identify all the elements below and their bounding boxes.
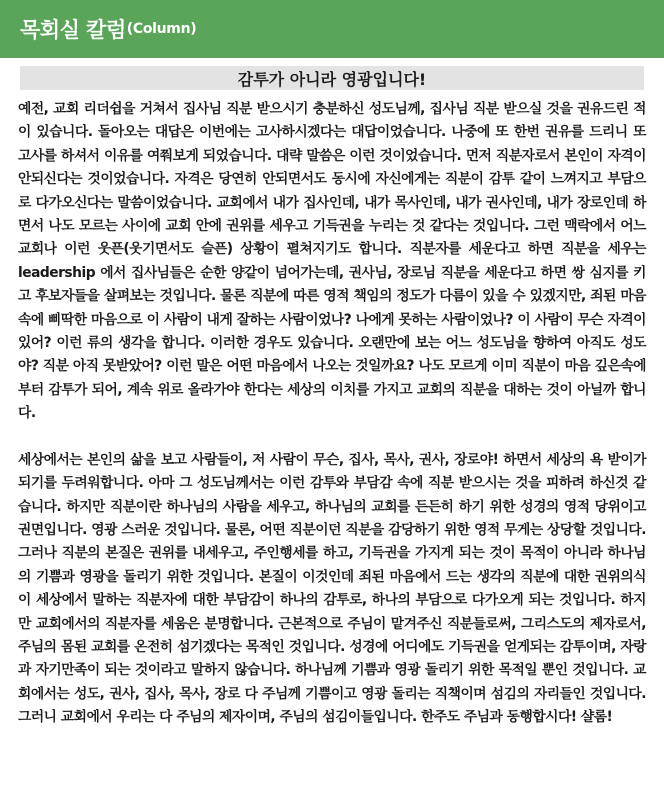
article-title: 감투가 아니라 영광입니다! [237, 69, 427, 89]
article-body [18, 98, 646, 730]
header-title: 목회실 칼럼 [20, 18, 126, 42]
header-subtitle: (Column) [126, 21, 197, 37]
article-paragraph: 예전, 교회 리더쉽을 거쳐서 집사님 직분 받으시기 충분하신 성도님께, 집사님 직분 받으실 것을 권유드린 적이 있습니다. 돌아오는 대답은 이번에는 고사하시겠다는 대답이었습니다. 나중에 또 한번 권유를 드리니 또 고사를 하셔서 이유를 여쭤보게 되었습니다. 대략 말씀은 이런 것이었습니다. 먼저 직분자로서 본인이 자격이 안되신다는 것이었습니다. 자격은 당연히 안되면서도 동시에 자신에게는 직분이 감투 같이 느껴지고 부담으로 다가오신다는 말씀이었습니다. 교회에서 내가 집사인데, 내가 목사인데, 내가 권사인데, 내가 장로인데 하면서 나도 모르는 사이에 교회 안에 권위를 세우고 기득권을 누리는 것 같다는 것입니다. 그런 맥락에서 어느 교회나 이런 웃픈(웃기면서도 슬픈) 상황이 펼쳐지기도 합니다. 직분자를 세운다고 하면 직분을 세우는 leadership 에서 집사님들은 순한 양같이 넘어가는데, 권사님, 장로님 직분을 세운다고 하면 쌍 심지를 키고 후보자들을 살펴보는 것입니다. 물론 직분에 따른 영적 책임의 정도가 다름이 있을 수 있겠지만, 죄된 마음 속에 삐딱한 마음으로 이 사람이 내게 잘하는 사람이었나? 나에게 못하는 사람이었나? 이 사람이 무슨 자격이 있어? 이런 류의 생각을 합니다. 이러한 경우도 있습니다. 오랜만에 보는 어느 성도님을 향하여 아직도 성도야? 직분 아직 못받았어? 이런 말은 어떤 마음에서 나오는 것일까요? 나도 모르게 이미 직분이 마음 깊은속에부터 감투가 되어, 계속 위로 올라가야 한다는 세상의 이치를 가지고 교회의 직분을 대하는 것이 아닐까 합니다. [18, 101, 646, 422]
column-header [0, 0, 664, 58]
article-paragraph: 세상에서는 본인의 삶을 보고 사람들이, 저 사람이 무슨, 집사, 목사, 권사, 장로야! 하면서 세상의 욕 받이가 되기를 두려워합니다. 아마 그 성도님께서는 이런 감투와 부담감 속에 직분 받으시는 것을 피하려 하신것 같습니다. 하지만 직분이란 하나님의 사람을 세우고, 하나님의 교회를 든든히 하기 위한 성경의 영적 당위이고 권면입니다. 영광 스러운 것입니다. 물론, 어떤 직분이던 직분을 감당하기 위한 영적 무게는 상당할 것입니다. 그러나 직분의 본질은 권위를 내세우고, 주인행세를 하고, 기득권을 가지게 되는 것이 목적이 아니라 하나님의 기쁨과 영광을 돌리기 위한 것입니다. 본질이 이것인데 죄된 마음에서 드는 생각의 직분에 대한 권위의식이 세상에서 말하는 직분자에 대한 부담감이 하나의 감투로, 하나의 부담으로 다가오게 되는 것입니다. 하지만 교회에서의 직분자를 세움은 분명합니다. 근본적으로 주님이 맡겨주신 직분들로써, 그리스도의 제자로서, 주님의 몸된 교회를 온전히 섬기겠다는 목적인 것입니다. 성경에 어디에도 기득권을 얻게되는 감투이며, 자랑과 자기만족이 되는 것이라고 말하지 않습니다. 하나님께 기쁨과 영광 돌리기 위한 목적일 뿐인 것입니다. 교회에서는 성도, 권사, 집사, 목사, 장로 다 주님께 기쁨이고 영광 돌리는 직책이며 섬김의 자리들인 것입니다. 그러니 교회에서 우리는 다 주님의 제자이며, 주님의 섬김이들입니다. 한주도 주님과 동행합시다! 샬롬! [18, 451, 646, 726]
article-title-bar [20, 66, 644, 90]
